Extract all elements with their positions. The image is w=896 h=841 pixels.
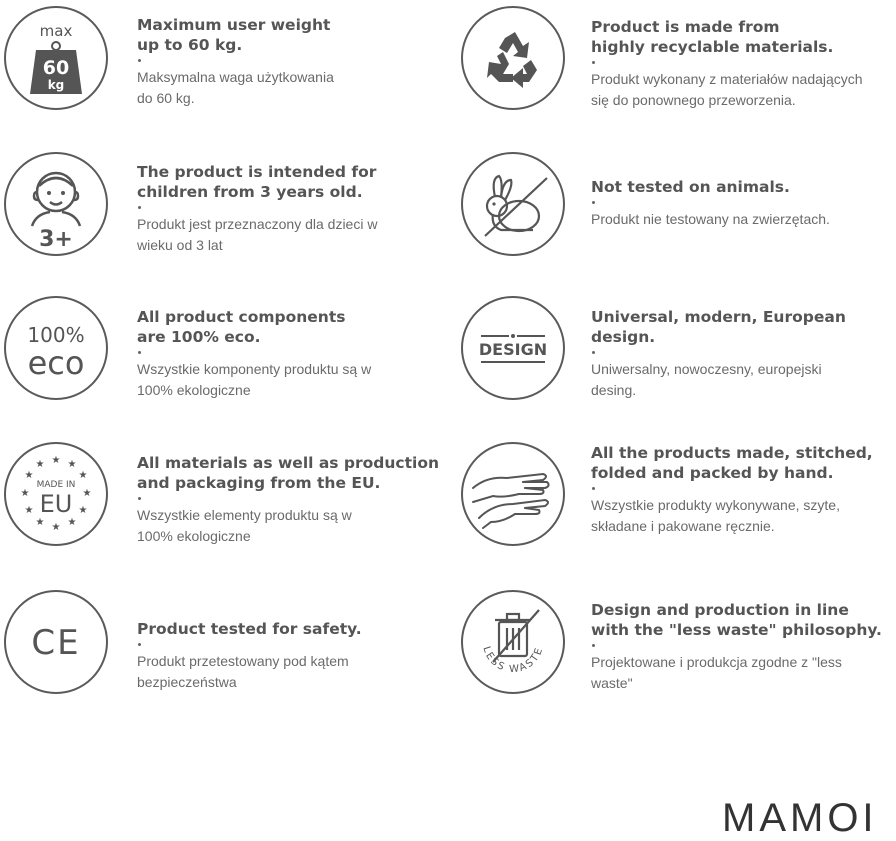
feature-title: All product components are 100% eco. [137, 308, 346, 346]
handmade-icon [461, 442, 565, 546]
separator-dot [592, 61, 595, 64]
weight-unit: kg [47, 78, 65, 92]
feature-title: Not tested on animals. [591, 178, 790, 196]
feature-desc: Maksymalna waga użytkowania do 60 kg. [137, 69, 334, 106]
svg-text:★: ★ [51, 522, 61, 533]
svg-text:★: ★ [67, 459, 77, 470]
separator-dot [138, 351, 141, 354]
separator-dot [592, 644, 595, 647]
feature-desc: Produkt nie testowany na zwierzętach. [591, 211, 830, 227]
svg-text:★: ★ [35, 459, 45, 470]
child-age-icon [4, 152, 108, 256]
design-word: DESIGN [478, 340, 548, 359]
feature-title: All the products made, stitched, folded and packed by hand. [591, 444, 873, 482]
feature-title: Universal, modern, European design. [591, 308, 846, 346]
svg-text:★: ★ [78, 505, 88, 516]
weight-value: 60 [42, 57, 70, 79]
feature-title: Maximum user weight up to 60 kg. [137, 16, 331, 54]
feature-desc: Wszystkie komponenty produktu są w 100% ekologiczne [137, 361, 372, 398]
feature-title: All materials as well as production and packaging from the EU. [137, 454, 440, 492]
made-in-eu-icon [4, 442, 108, 546]
eco-icon [4, 296, 108, 400]
svg-text:★: ★ [24, 505, 34, 516]
separator-dot [138, 59, 141, 62]
less-waste-label: LESS WASTE [480, 645, 546, 676]
feature-title: The product is intended for children from 3 years old. [137, 163, 377, 201]
eu-label: EU [39, 490, 73, 518]
no-animal-testing-icon [461, 152, 565, 256]
ce-mark-icon [4, 590, 108, 694]
feature-desc: Produkt przetestowany pod kątem bezpieczeństwa [137, 653, 349, 690]
feature-desc: Produkt jest przeznaczony dla dzieci w wieku od 3 lat [137, 216, 378, 253]
svg-text:★: ★ [82, 488, 92, 499]
max-label: max [39, 22, 73, 40]
eco-percent: 100% [27, 323, 85, 347]
feature-desc: Projektowane i produkcja zgodne z "less waste" [591, 654, 842, 691]
less-waste-icon [461, 590, 565, 694]
separator-dot [138, 643, 141, 646]
feature-desc: Produkt wykonany z materiałów nadających się do ponownego przeworzenia. [591, 71, 863, 108]
separator-dot [592, 351, 595, 354]
feature-title: Product is made from highly recyclable materials. [591, 18, 834, 56]
separator-dot [138, 206, 141, 209]
ce-mark: CE [31, 623, 81, 663]
svg-text:★: ★ [51, 455, 61, 466]
feature-desc: Wszystkie produkty wykonywane, szyte, składane i pakowane ręcznie. [591, 497, 840, 534]
feature-title: Design and production in line with the "less waste" philosophy. [591, 601, 882, 639]
separator-dot [592, 201, 595, 204]
feature-desc: Uniwersalny, nowoczesny, europejski desing. [591, 361, 822, 398]
design-icon [461, 296, 565, 400]
separator-dot [592, 487, 595, 490]
recycle-icon [461, 6, 565, 110]
feature-desc: Wszystkie elementy produktu są w 100% ekologiczne [137, 507, 352, 544]
svg-text:★: ★ [20, 488, 30, 499]
eco-word: eco [27, 344, 85, 382]
svg-text:★: ★ [78, 470, 88, 481]
feature-title: Product tested for safety. [137, 620, 362, 638]
svg-text:★: ★ [24, 470, 34, 481]
made-in-label: MADE IN [36, 480, 76, 490]
svg-text:★: ★ [35, 517, 45, 528]
separator-dot [138, 497, 141, 500]
svg-text:★: ★ [67, 517, 77, 528]
brand-logo: MAMOI [722, 796, 878, 840]
max-weight-icon [4, 6, 108, 110]
age-label: 3+ [39, 227, 73, 252]
